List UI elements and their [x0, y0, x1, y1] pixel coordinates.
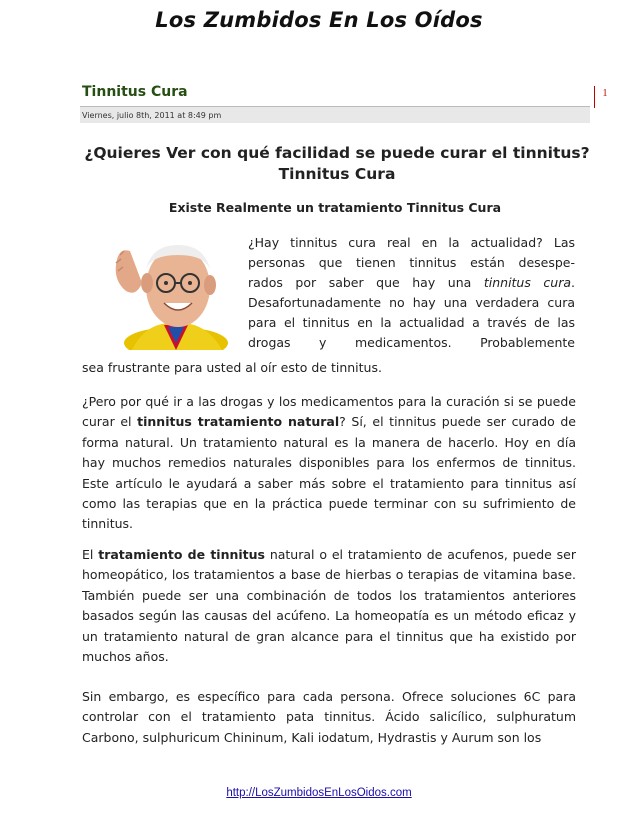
- intro-line-5: para el tinnitus en la actualidad a través de las: [248, 315, 575, 330]
- intro-line-1: ¿Hay tinnitus cura real en la actualidad? Las: [248, 235, 575, 250]
- paragraph-2: [82, 392, 576, 535]
- p3-start: El: [82, 547, 99, 562]
- intro-line-3: rados por saber que hay una: [248, 275, 472, 290]
- headline-line-2: Tinnitus Cura: [278, 165, 396, 183]
- p2-start: ¿Pero por qué ir a las drogas y los medicamentos para la curación si se puede curar el: [82, 394, 576, 430]
- p2-end: ? Sí, el tinnitus puede ser curado de forma natural. Un tratamiento natural es la manera de hacerlo. Hoy en día hay muchos remedios naturales disponibles para los enfermos de tinnitus. Este artículo le ayudará a saber más sobre el tratamiento para tinnitus así como las terapias que en la práctica puede terminar con su sufrimiento de tinnitus.: [82, 414, 576, 532]
- intro-link-after: .: [571, 275, 575, 290]
- paragraph-3: [82, 545, 576, 667]
- article-subheading: Existe Realmente un tratamiento Tinnitus Cura: [168, 200, 502, 215]
- intro-line-6: drogas y medicamentos. Probablemente: [248, 335, 575, 350]
- intro-continuation: sea frustrante para usted al oír esto de tinnitus.: [82, 360, 382, 375]
- tinnitus-cura-link[interactable]: tinnitus cura: [483, 275, 572, 290]
- paragraph-4: Sin embargo, es específico para cada persona. Ofrece soluciones 6C para controlar con el tratamiento pata tinnitus. Ácido salicílico, sulphuratum Carbono, sulphuricum Chininum, Kali iodatum, Hydrastis y Aurum son los: [82, 689, 576, 745]
- document-header-title: Los Zumbidos En Los Oídos: [155, 8, 483, 32]
- post-date-bar: Viernes, julio 8th, 2011 at 8:49 pm: [80, 106, 590, 123]
- man-listening-photo: [112, 225, 242, 350]
- article-headline: [82, 143, 592, 185]
- intro-line-2: personas que tienen tinnitus están desespe-: [248, 255, 575, 270]
- page-number: 1: [602, 88, 608, 99]
- footer-site-link[interactable]: http://LosZumbidosEnLosOidos.com: [226, 787, 412, 799]
- intro-line-3-wrapper: [248, 273, 575, 293]
- post-title[interactable]: Tinnitus Cura: [82, 84, 188, 100]
- intro-line-4: Desafortunadamente no hay una verdadera cura: [248, 295, 575, 310]
- p2-bold: tinnitus tratamiento natural: [137, 414, 340, 430]
- intro-wrapped-text: [248, 233, 575, 353]
- p3-end: natural o el tratamiento de acufenos, puede ser homeopático, los tratamientos a base de hierbas o terapias de vitamina base. También puede ser una combinación de todos los tratamientos anteriores basados según las causas del acúfeno. La homeopatía es un método eficaz y un tratamiento natural de gran alcance para el tinnitus que ha existido por muchos años.: [82, 547, 576, 665]
- headline-line-1: ¿Quieres Ver con qué facilidad se puede curar el tinnitus?: [84, 144, 590, 162]
- p3-bold: tratamiento de tinnitus: [98, 547, 265, 562]
